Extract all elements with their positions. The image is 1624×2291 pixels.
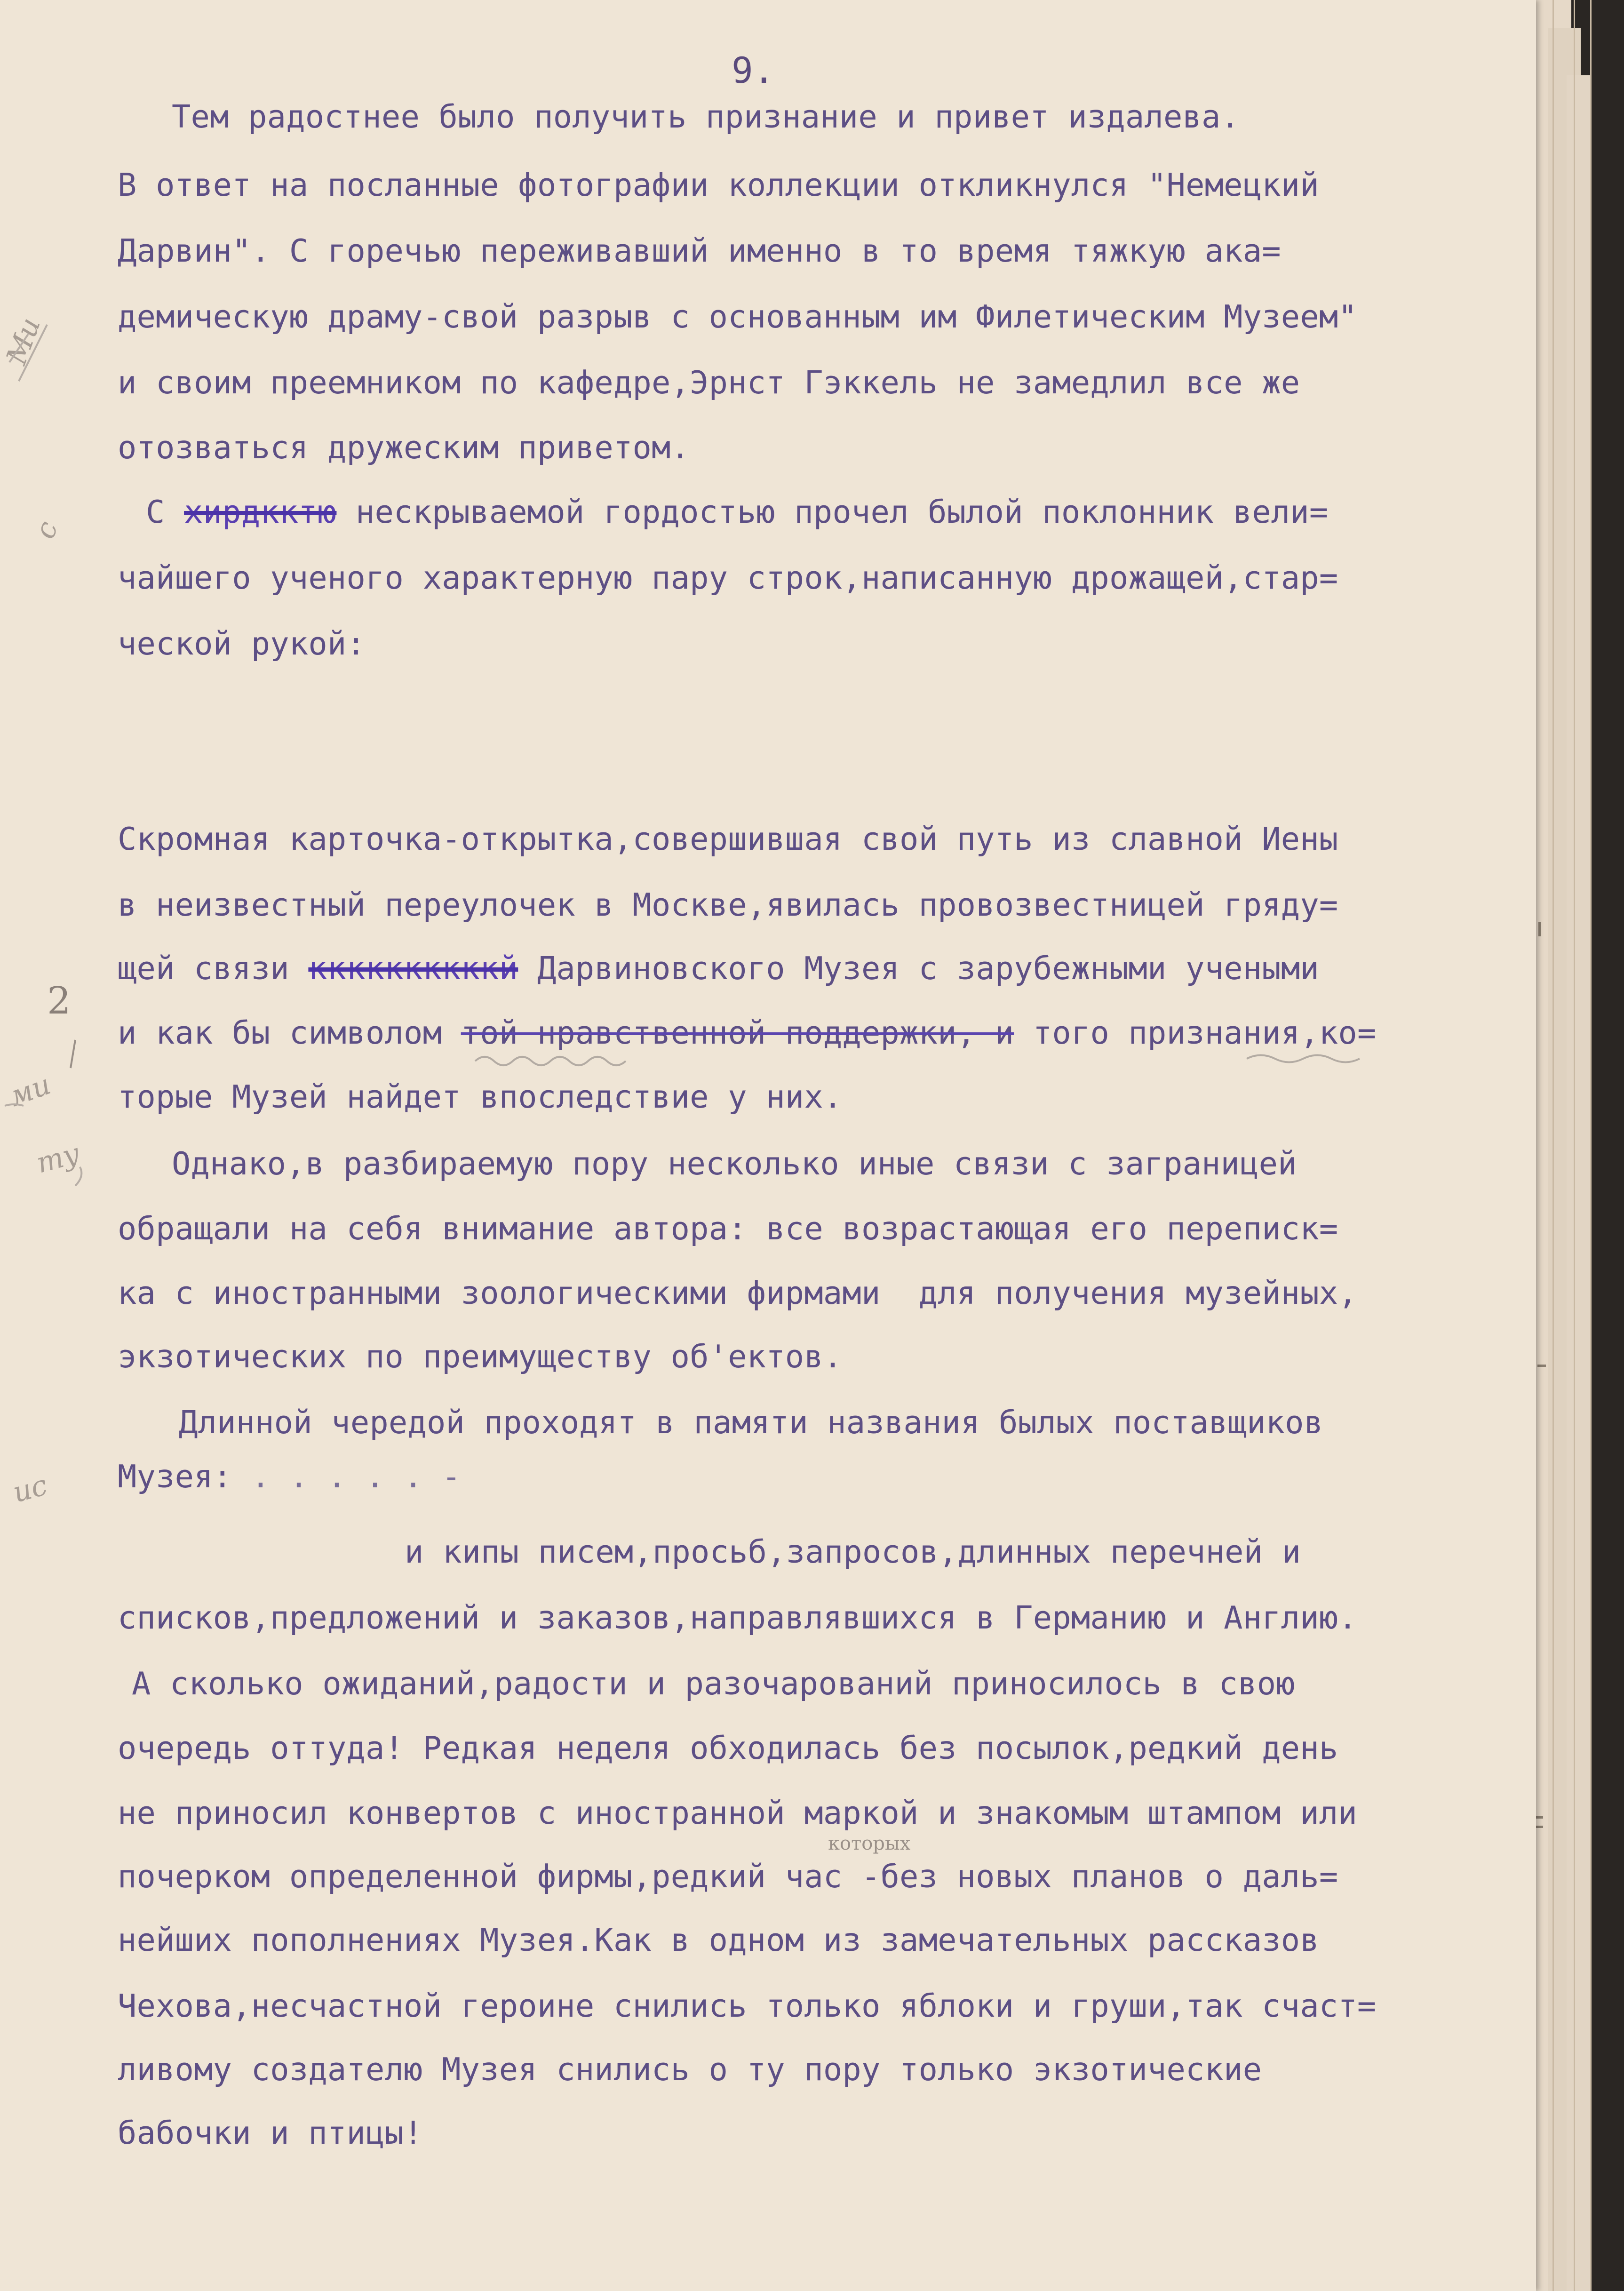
struck-word: ккккккккккй [308, 950, 518, 987]
margin-note: ми [5, 1068, 56, 1113]
text-line: торые Музей найдет впоследствие у них. [118, 1078, 843, 1115]
text-line: бабочки и птицы! [118, 2115, 423, 2151]
text-fragment: и как бы символом [118, 1014, 442, 1051]
text-line: и кипы писем,просьб,запросов,длинных перечней и [405, 1533, 1301, 1570]
text-line [118, 1014, 1377, 1051]
page-edge-line [1590, 0, 1592, 2291]
text-line: Длинной чередой проходят в памяти названия былых поставщиков [179, 1404, 1323, 1441]
text-line [146, 496, 1328, 528]
text-line: ливому создателю Музея снились о ту пору только экзотические [118, 2051, 1262, 2088]
text-line: очередь оттуда! Редкая неделя обходилась без посылок,редкий день [118, 1730, 1338, 1766]
text-line: почерком определенной фирмы,редкий час -без новых планов о даль= [118, 1858, 1338, 1895]
pencil-squiggle [470, 1047, 1458, 1075]
text-line: В ответ на посланные фотографии коллекции откликнулся "Немецкий [118, 167, 1319, 203]
margin-note: ту [33, 1137, 83, 1180]
text-line: демическую драму-свой разрыв с основанным им Филетическим Музеем" [118, 298, 1357, 335]
text-line: ка с иностранными зоологическими фирмами для получения музейных, [118, 1275, 1357, 1311]
dotted-gap: . . . . . - [251, 1458, 461, 1495]
text-line: Однако,в разбираемую пору несколько иные связи с заграницей [172, 1145, 1297, 1182]
text-fragment: нескрываемой гордостью прочел былой поклонник вели= [355, 494, 1329, 530]
text-fragment: того признания,ко= [1033, 1014, 1377, 1051]
margin-pencil-marks [0, 306, 94, 1576]
struck-phrase: той нравственной поддержки, и [461, 1014, 1014, 1051]
text-fragment: щей связи [118, 950, 289, 987]
text-line [118, 950, 1319, 987]
struck-word: хирдкктю [184, 494, 337, 530]
text-line: в неизвестный переулочек в Москве,явилась провозвестницей гряду= [118, 886, 1338, 923]
text-line: А сколько ожиданий,радости и разочарований приносилось в свою [132, 1665, 1295, 1702]
text-line: Чехова,несчастной героине снились только яблоки и груши,так счаст= [118, 1988, 1377, 2024]
text-line: Дарвин". С горечью переживавший именно в то время тяжкую ака= [118, 232, 1281, 269]
text-fragment: Дарвиновского Музея с зарубежными учеными [537, 950, 1319, 987]
text-fragment: С [146, 494, 165, 530]
page-edge [1567, 75, 1590, 2291]
text-line: чайшего ученого характерную пару строк,написанную дрожащей,стар= [118, 559, 1338, 596]
text-line: Тем радостнее было получить признание и привет издалева. [172, 98, 1240, 135]
text-line: и своим преемником по кафедре,Эрнст Гэккель не замедлил все же [118, 364, 1300, 401]
margin-note: ис [9, 1469, 51, 1509]
page-number: 9. [732, 49, 775, 91]
text-line: Скромная карточка-открытка,совершившая свой путь из славной Иены [118, 821, 1338, 857]
text-line: ческой рукой: [118, 625, 366, 662]
page-edge-line [1552, 0, 1554, 2291]
text-fragment: Музея: [118, 1458, 232, 1495]
page-edge-mark [1538, 922, 1541, 936]
text-line: отозваться дружеским приветом. [118, 429, 690, 466]
text-line: нейших пополнениях Музея.Как в одном из замечательных рассказов [118, 1922, 1319, 1958]
pencil-insert: которых [828, 1833, 911, 1854]
margin-note: Ми [0, 313, 48, 369]
text-line: не приносил конвертов с иностранной маркой и знакомым штампом или [118, 1795, 1357, 1831]
text-line: списков,предложений и заказов,направлявшихся в Германию и Англию. [118, 1599, 1357, 1636]
margin-note: с [28, 517, 65, 543]
page-edge-line [1574, 0, 1575, 2291]
page-edge-mark [1537, 1365, 1546, 1367]
text-line: экзотических по преимуществу об'ектов. [118, 1338, 843, 1375]
text-line [118, 1458, 461, 1495]
margin-note: 2 [47, 979, 71, 1022]
text-line: обращали на себя внимание автора: все возрастающая его переписк= [118, 1210, 1338, 1247]
